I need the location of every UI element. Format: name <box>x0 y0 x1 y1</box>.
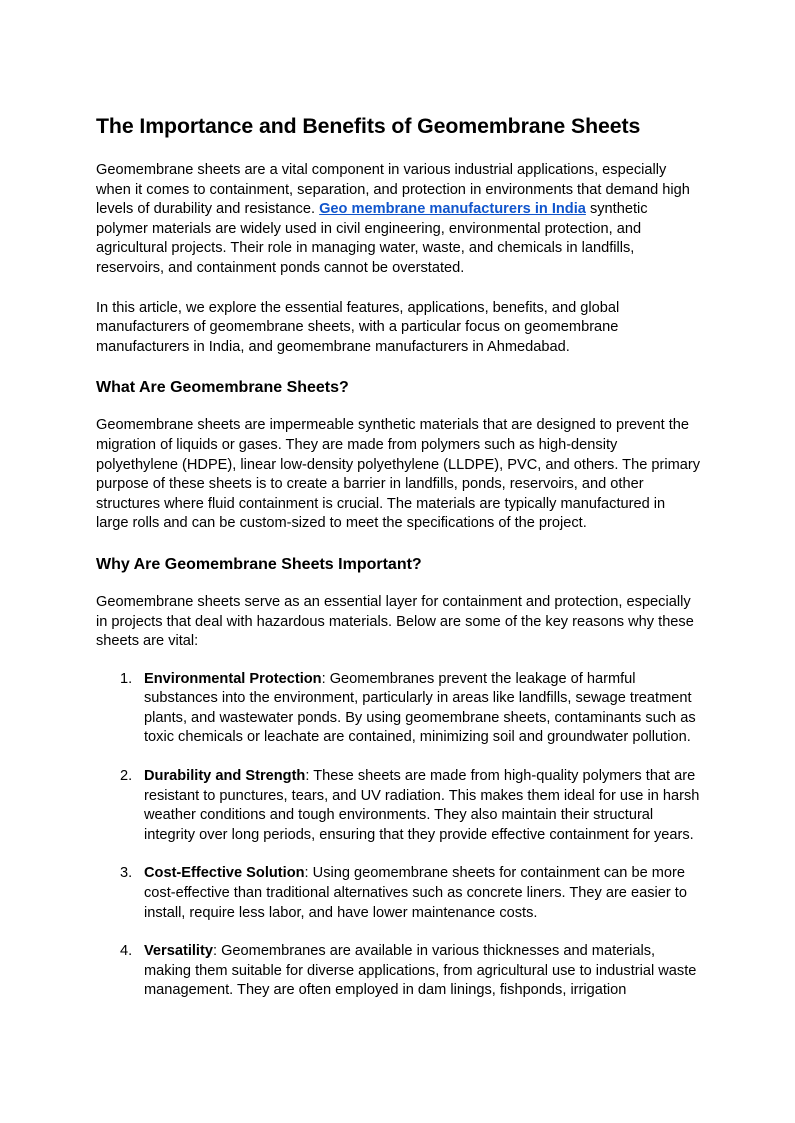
section-heading-what: What Are Geomembrane Sheets? <box>96 379 349 397</box>
list-item <box>96 670 701 748</box>
list-item-text: : These sheets are made from high-quality polymers that are resistant to punctures, tears, and UV radiation. This makes them ideal for use in harsh weather conditions and tough environments. They also maintain their structural integrity over long periods, ensuring that they provide effective containment for years. <box>144 768 700 843</box>
page-title: The Importance and Benefits of Geomembrane Sheets <box>96 114 641 138</box>
list-item <box>96 942 701 1001</box>
manufacturers-india-link[interactable]: Geo membrane manufacturers in India <box>319 201 586 218</box>
intro-text-after: synthetic polymer materials are widely used in civil engineering, environmental protection, and agricultural projects. Their role in managing water, waste, and chemicals in landfills, reservoirs, and containment ponds cannot be overstated. <box>96 201 648 276</box>
list-item-number: 4. <box>120 943 133 960</box>
list-item-number: 1. <box>120 670 133 687</box>
list-item-term: Versatility <box>144 943 213 960</box>
list-item-term: Durability and Strength <box>144 768 306 785</box>
list-item-term: Environmental Protection <box>144 670 322 687</box>
list-item-number: 2. <box>120 768 133 785</box>
intro-paragraph <box>96 161 701 279</box>
list-item-term: Cost-Effective Solution <box>144 865 305 882</box>
list-item <box>96 767 701 845</box>
list-item-text: : Using geomembrane sheets for containment can be more cost-effective than traditional alternatives such as concrete liners. They are easier to install, require less labor, and have lower maintenance costs. <box>144 865 687 921</box>
list-item-text: : Geomembranes prevent the leakage of harmful substances into the environment, particularly in areas like landfills, sewage treatment plants, and wastewater ponds. By using geomembrane sheets, contaminants such as toxic chemicals or leachate are contained, minimizing soil and groundwater pollution. <box>144 670 696 746</box>
list-item-number: 3. <box>120 865 133 882</box>
section-heading-why: Why Are Geomembrane Sheets Important? <box>96 555 422 573</box>
intro-text-before: Geomembrane sheets are a vital component in various industrial applications, especially when it comes to containment, separation, and protection in environments that demand high levels of durability and resistance. <box>96 162 690 218</box>
section-what-body: Geomembrane sheets are impermeable synthetic materials that are designed to prevent the migration of liquids or gases. They are made from polymers such as high-density polyethylene (HDPE), linear low-density polyethylene (LLDPE), PVC, and others. The primary purpose of these sheets is to create a barrier in landfills, ponds, reservoirs, and other structures where fluid containment is crucial. The materials are typically manufactured in large rolls and can be custom-sized to meet the specifications of the project. <box>96 417 701 532</box>
intro-paragraph-2: In this article, we explore the essential features, applications, benefits, and global manufacturers of geomembrane sheets, with a particular focus on geomembrane manufacturers in India, and geomembrane manufacturers in Ahmedabad. <box>96 299 620 355</box>
list-item <box>96 864 701 923</box>
reasons-list <box>96 670 701 1001</box>
list-item-text: : Geomembranes are available in various thicknesses and materials, making them suitable for diverse applications, from agricultural use to industrial waste management. They are often employed in dam linings, fishponds, irrigation <box>144 943 697 999</box>
document-content <box>96 112 701 1001</box>
section-why-body: Geomembrane sheets serve as an essential layer for containment and protection, especially in projects that deal with hazardous materials. Below are some of the key reasons why these sheets are vital: <box>96 593 694 650</box>
